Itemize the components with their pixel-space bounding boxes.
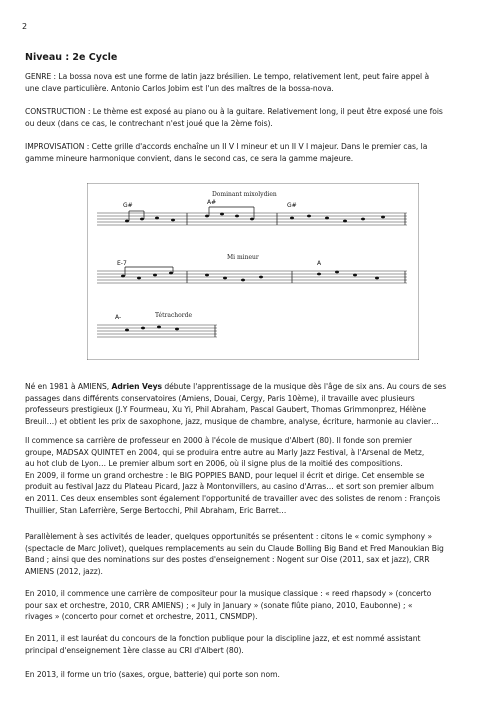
text-line: Thuillier, Stan Laferrière, Serge Bertocchi, Phil Abraham, Eric Barret… (25, 505, 287, 515)
text-line: GENRE : La bossa nova est une forme de latin jazz brésilien. Le tempo, relativement lent, peut faire appel à (25, 72, 430, 81)
text-line: Parallèlement à ses activités de leader, quelques opportunités se présentent : citons le « comic symphony » (25, 532, 433, 541)
text-line: groupe, MADSAX QUINTET en 2004, qui se produira entre autre au Marly Jazz Festival, à l'Arsenal de Metz, (25, 447, 425, 457)
bio-paragraph-5 (25, 633, 484, 656)
chord-symbol: A (317, 260, 322, 267)
artist-name: Adrien Veys (111, 382, 162, 391)
text-line: En 2010, il commence une carrière de compositeur pour la musique classique : « reed rhapsody » (concerto (25, 589, 432, 598)
construction-paragraph (25, 106, 484, 129)
score-label-1: Dominant mixolydien (212, 191, 277, 198)
text-line: gamme mineure harmonique convient, dans le second cas, ce sera la gamme majeure. (25, 153, 354, 163)
text-line: en 2011. Ces deux ensembles sont également l'opportunité de travailler avec des solistes de renom : François (25, 493, 441, 503)
text-line: Breuil…) et obtient les prix de saxophone, jazz, musique de chambre, analyse, écriture, harmonie au clavier… (25, 416, 439, 426)
bio-paragraph-4 (25, 588, 484, 623)
text-line: (spectacle de Marc Jolivet), quelques remplacements au sein du Claude Bolling Big Band et Fred Manoukian Big (25, 543, 444, 553)
bio-paragraph-1 (25, 381, 484, 427)
text-line: En 2011, il est lauréat du concours de la fonction publique pour la discipline jazz, et est nommé assistant (25, 634, 421, 643)
text-line: passages dans différents conservatoires (Amiens, Douai, Cergy, Paris 10ème), il travaille avec plusieurs (25, 393, 415, 403)
text-line: une clave particulière. Antonio Carlos Jobim est l'un des maîtres de la bossa-nova. (25, 83, 334, 93)
text-line: produit au festival Jazz du Plateau Picard, Jazz à Montonvillers, au casino d'Arras… et sort son premier album (25, 482, 434, 492)
music-score (87, 183, 419, 360)
text-line: En 2013, il forme un trio (saxes, orgue, batterie) qui porte son nom. (25, 670, 280, 679)
chord-symbol: G# (287, 202, 297, 209)
level-title: Niveau : 2e Cycle (25, 52, 118, 63)
improvisation-paragraph (25, 141, 484, 164)
chord-symbol: E-7 (117, 260, 127, 267)
text-line: pour sax et orchestre, 2010, CRR AMIENS) ; « July in January » (sonate flûte piano, 2010, Eaubonne) ; « (25, 600, 413, 610)
text-line: AMIENS (2012, jazz). (25, 566, 103, 576)
text-line: ou deux (dans ce cas, le contrechant n'est joué que la 2ème fois). (25, 118, 273, 128)
text-line: au hot club de Lyon… Le premier album sort en 2006, où il signe plus de la moitié des compositions. (25, 459, 403, 469)
bio-intro: Né en 1981 à AMIENS, (25, 382, 112, 391)
bio-line: débute l'apprentissage de la musique dès l'âge de six ans. Au cours de ses (161, 382, 447, 391)
text-line: IMPROVISATION : Cette grille d'accords enchaîne un II V I mineur et un II V I majeur. Dans le premier cas, la (25, 142, 428, 151)
chord-symbol: A- (115, 314, 122, 321)
chord-symbol: G# (123, 202, 133, 209)
text-line: En 2009, il forme un grand orchestre : le BIG POPPIES BAND, pour lequel il écrit et dirige. Cet ensemble se (25, 470, 425, 480)
text-line: principal d'enseignement 1ère classe au CRI d'Albert (80). (25, 645, 244, 655)
text-line: rivages » (concerto pour cornet et orchestre, 2011, CNSMDP). (25, 612, 258, 622)
score-label-3: Tétrachorde (155, 312, 193, 319)
bio-paragraph-6 (25, 669, 484, 681)
text-line: professeurs prestigieux (J.Y Fourmeau, Xu Yi, Phil Abraham, Pascal Gaubert, Thomas Grimmonprez, Hélène (25, 405, 426, 415)
score-label-2: Mi mineur (227, 254, 259, 261)
chord-symbol: A# (207, 199, 217, 206)
page-number: 2 (22, 22, 28, 31)
text-line (25, 381, 484, 393)
text-line: Band ; ainsi que des nominations sur des postes d'enseignement : Nogent sur Oise (2011, sax et jazz), CRR (25, 555, 430, 565)
text-line: Il commence sa carrière de professeur en 2000 à l'école de musique d'Albert (80). Il fonde son premier (25, 436, 412, 445)
bio-paragraph-2 (25, 435, 484, 516)
bio-paragraph-3 (25, 531, 484, 577)
text-line: CONSTRUCTION : Le thème est exposé au piano ou à la guitare. Relativement long, il peut être exposé une fois (25, 107, 443, 116)
genre-paragraph (25, 71, 484, 94)
